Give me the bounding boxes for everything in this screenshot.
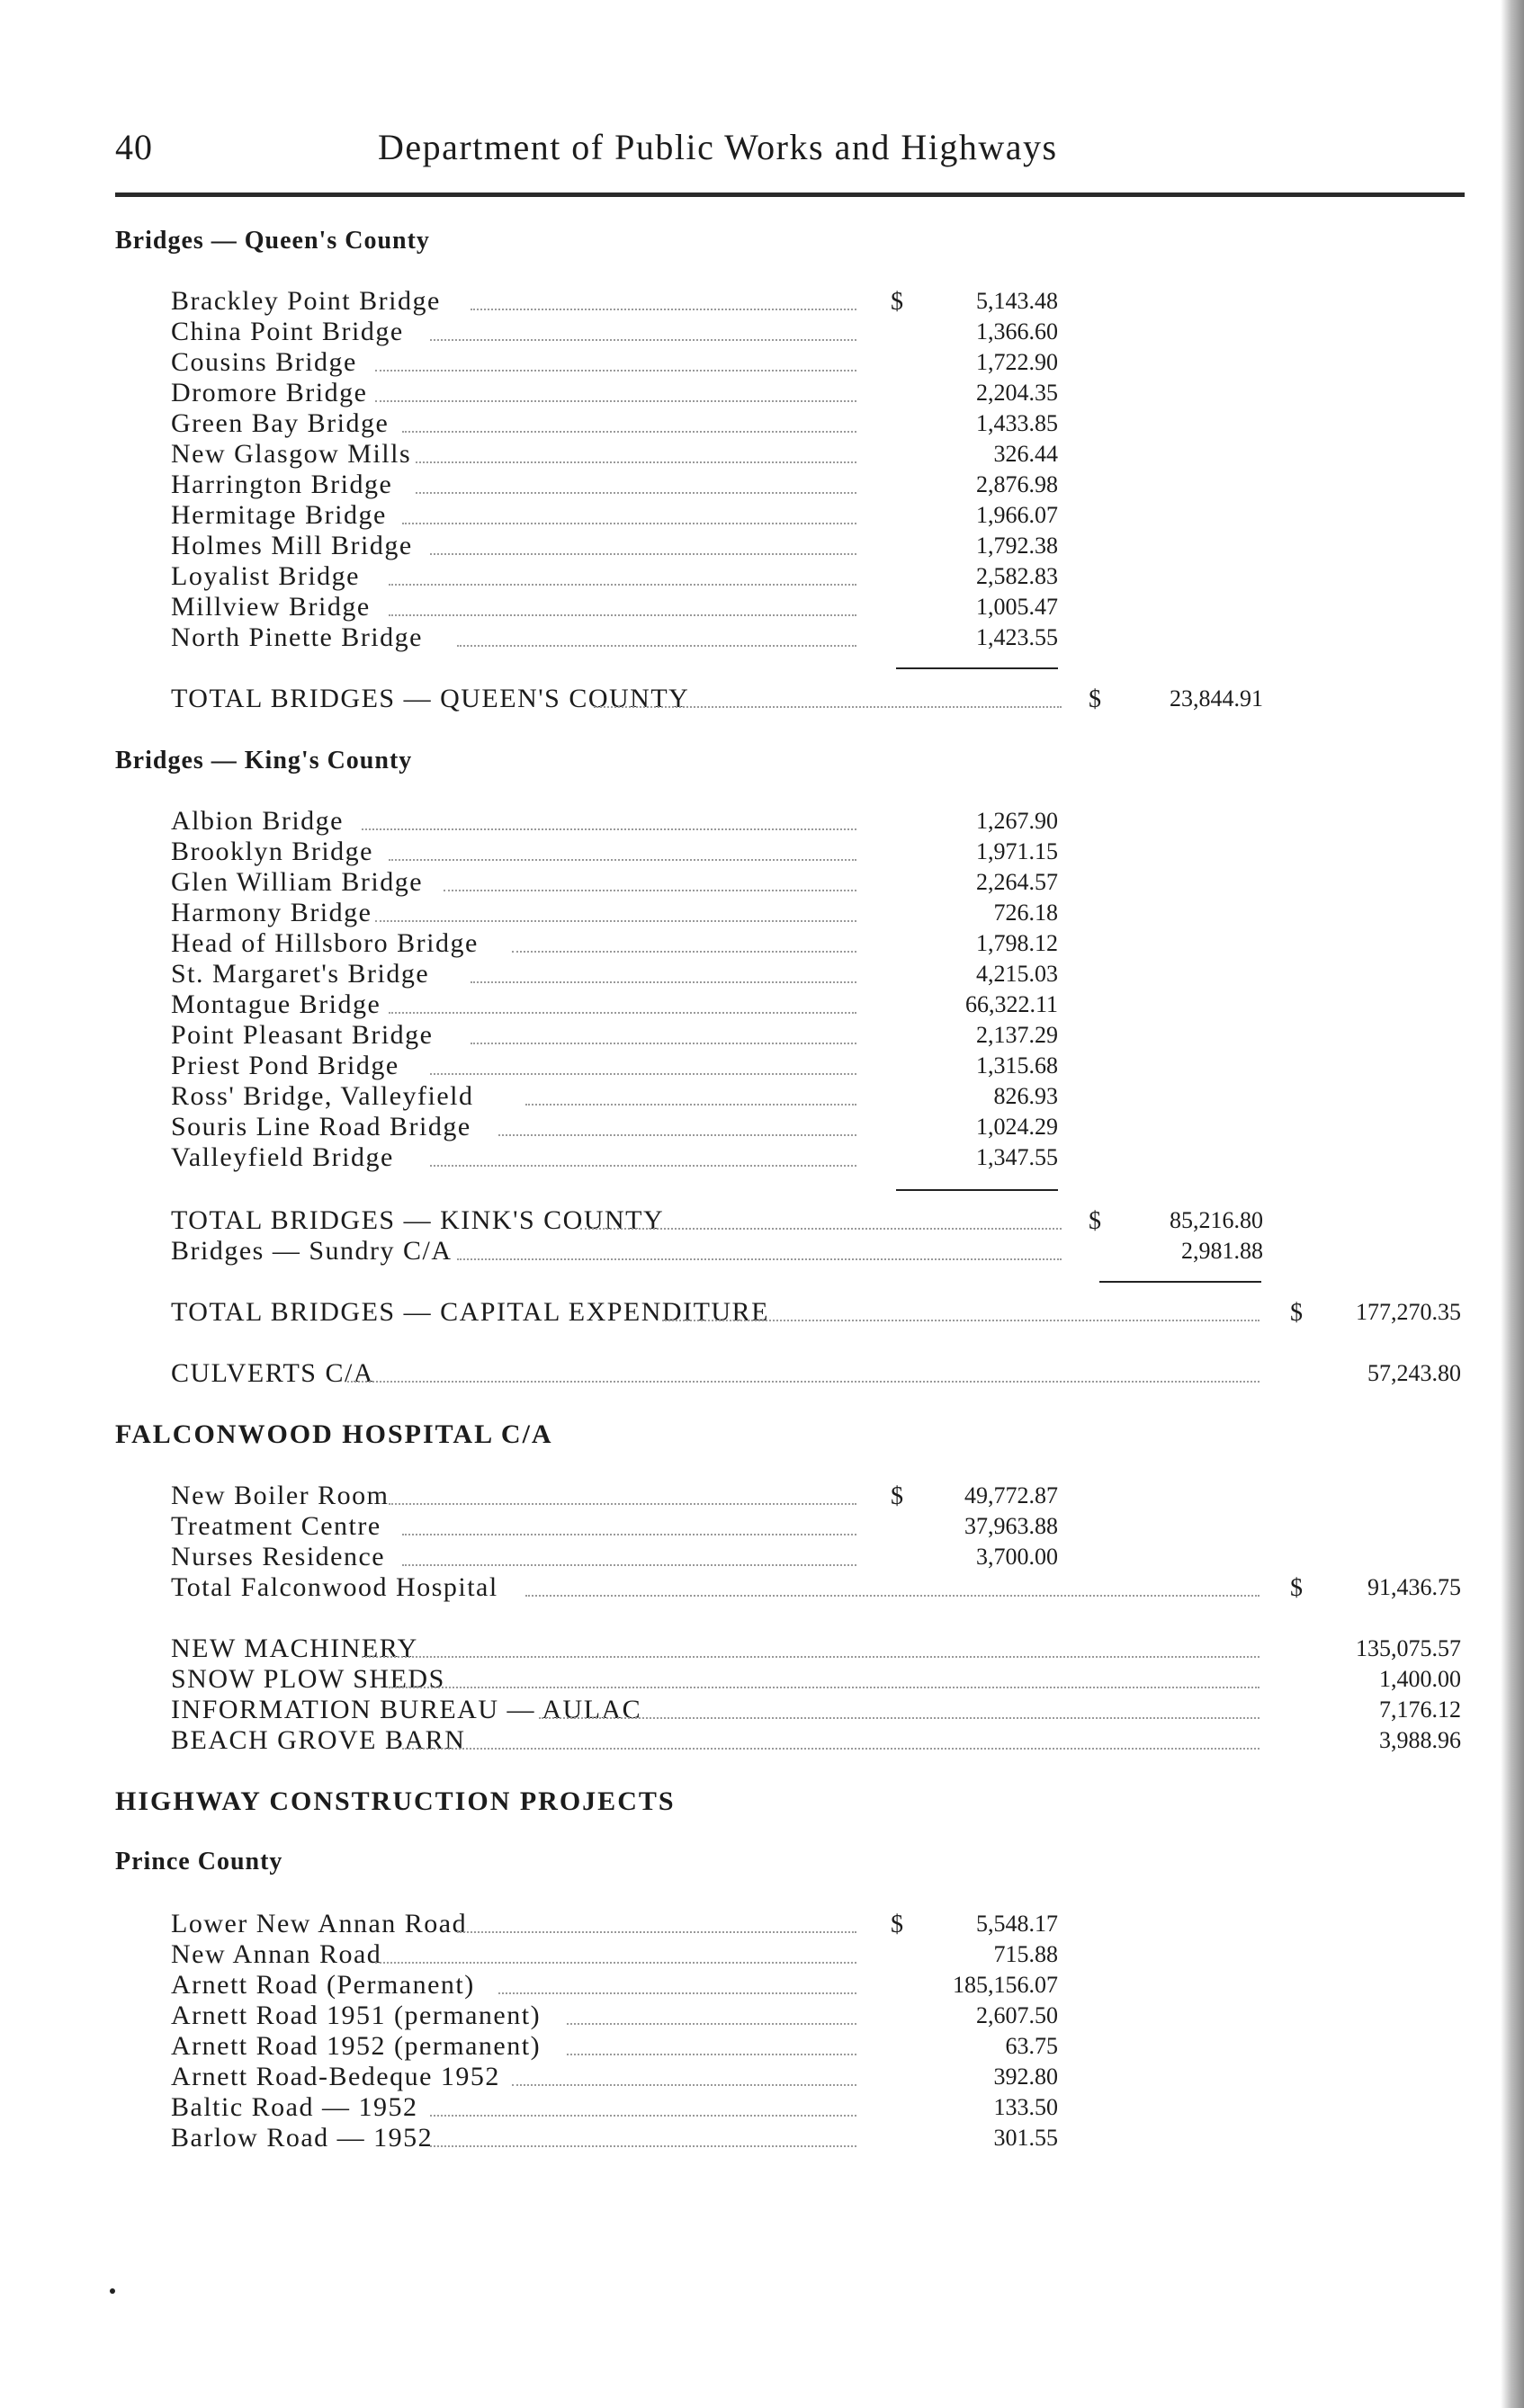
entry-amount: 726.18 <box>993 900 1058 926</box>
entry-label: Harmony Bridge <box>171 898 372 927</box>
bridge-row <box>0 592 1524 622</box>
entry-label: Brooklyn Bridge <box>171 837 373 866</box>
currency-symbol: $ <box>1089 685 1101 713</box>
entry-label: Lower New Annan Road <box>171 1909 468 1938</box>
page-number: 40 <box>115 127 153 167</box>
dot-leader <box>471 1043 856 1044</box>
entry-label: Harrington Bridge <box>171 470 393 499</box>
entry-label: Glen William Bridge <box>171 867 424 897</box>
county-total-row <box>0 1205 1524 1236</box>
entry-amount: 2,137.29 <box>976 1022 1058 1048</box>
entry-amount: 5,143.48 <box>976 288 1058 314</box>
entry-amount: 2,582.83 <box>976 563 1058 589</box>
running-title: Department of Public Works and Highways <box>378 127 1058 167</box>
subheading-prince-county: Prince County <box>115 1848 283 1875</box>
dot-leader <box>402 431 856 433</box>
capital-total <box>0 1297 1524 1328</box>
dot-leader <box>347 1381 1260 1383</box>
bridge-row <box>0 1142 1524 1173</box>
subtotal-rule-kings <box>896 1189 1058 1191</box>
entry-label: Montague Bridge <box>171 989 381 1019</box>
dot-leader <box>539 1717 1260 1719</box>
bridge-row <box>0 378 1524 408</box>
dot-leader <box>444 890 856 891</box>
entry-amount: 1,347.55 <box>976 1144 1058 1170</box>
section-heading-falconwood: FALCONWOOD HOSPITAL C/A <box>115 1419 553 1449</box>
dot-leader <box>512 951 856 953</box>
entry-label: Nurses Residence <box>171 1542 386 1571</box>
entry-label: Treatment Centre <box>171 1511 381 1541</box>
entry-label: Brackley Point Bridge <box>171 286 441 316</box>
entry-amount: 715.88 <box>993 1941 1058 1967</box>
entry-amount: 1,400.00 <box>1379 1666 1461 1692</box>
entry-amount: 2,264.57 <box>976 869 1058 895</box>
expenditure-row <box>0 1664 1524 1695</box>
currency-symbol: $ <box>1290 1574 1303 1602</box>
currency-symbol: $ <box>1290 1299 1303 1327</box>
road-row <box>0 2031 1524 2062</box>
dot-leader <box>389 1687 1260 1688</box>
entry-label: Bridges — Sundry C/A <box>171 1236 453 1266</box>
bridge-row <box>0 439 1524 470</box>
entry-amount: 23,844.91 <box>1170 685 1263 712</box>
entry-label: Arnett Road-Bedeque 1952 <box>171 2062 500 2091</box>
road-row <box>0 2062 1524 2092</box>
dot-leader <box>416 461 856 463</box>
dot-leader <box>471 309 856 310</box>
hospital-total-row <box>0 1572 1524 1603</box>
dot-leader <box>430 2115 856 2117</box>
entry-amount: 63.75 <box>1005 2033 1058 2059</box>
entry-amount: 49,772.87 <box>964 1482 1058 1508</box>
currency-symbol: $ <box>1089 1207 1101 1235</box>
entry-amount: 326.44 <box>993 441 1058 467</box>
dot-leader <box>471 981 856 983</box>
bridge-row <box>0 1112 1524 1142</box>
entry-amount: 1,267.90 <box>976 808 1058 834</box>
falconwood-list <box>0 1481 1524 1603</box>
entry-amount: 177,270.35 <box>1356 1299 1461 1325</box>
entry-amount: 3,988.96 <box>1379 1727 1461 1753</box>
entry-amount: 1,966.07 <box>976 502 1058 528</box>
hospital-row <box>0 1511 1524 1542</box>
entry-label: Souris Line Road Bridge <box>171 1112 471 1141</box>
kings-total <box>0 1205 1524 1267</box>
entry-label: NEW MACHINERY <box>171 1634 418 1663</box>
kings-bridge-list <box>0 806 1524 1173</box>
entry-amount: 2,607.50 <box>976 2002 1058 2028</box>
entry-label: TOTAL BRIDGES — CAPITAL EXPENDITURE <box>171 1297 769 1327</box>
dot-leader <box>375 370 856 371</box>
entry-amount: 1,366.60 <box>976 318 1058 345</box>
bridge-row <box>0 317 1524 347</box>
bridge-row <box>0 408 1524 439</box>
dot-leader <box>457 1931 856 1933</box>
queens-total <box>0 684 1524 714</box>
bridge-row <box>0 1051 1524 1081</box>
dot-leader <box>567 2023 856 2025</box>
entry-amount: 57,243.80 <box>1367 1360 1461 1386</box>
entry-label: Ross' Bridge, Valleyfield <box>171 1081 474 1111</box>
entry-label: China Point Bridge <box>171 317 404 346</box>
bridge-row <box>0 347 1524 378</box>
expenditure-row <box>0 1695 1524 1725</box>
dot-leader <box>402 1748 1260 1750</box>
entry-amount: 4,215.03 <box>976 961 1058 987</box>
currency-symbol: $ <box>891 288 903 316</box>
entry-label: New Glasgow Mills <box>171 439 412 469</box>
dot-leader <box>430 1165 856 1167</box>
expenditure-row <box>0 1725 1524 1756</box>
subtotal-rule-queens <box>896 667 1058 669</box>
dot-leader <box>662 1320 1260 1321</box>
entry-label: TOTAL BRIDGES — QUEEN'S COUNTY <box>171 684 690 713</box>
dot-leader <box>389 1503 856 1505</box>
stray-mark <box>110 2288 115 2294</box>
entry-label: Arnett Road 1952 (permanent) <box>171 2031 542 2061</box>
entry-label: Valleyfield Bridge <box>171 1142 394 1172</box>
entry-label: Baltic Road — 1952 <box>171 2092 418 2122</box>
dot-leader <box>580 1228 1062 1230</box>
entry-label: INFORMATION BUREAU — AULAC <box>171 1695 642 1724</box>
dot-leader <box>402 1564 856 1566</box>
section-heading-highway: HIGHWAY CONSTRUCTION PROJECTS <box>115 1786 676 1816</box>
bridge-row <box>0 806 1524 837</box>
dot-leader <box>430 1073 856 1075</box>
section-heading-queens: Bridges — Queen's County <box>115 227 430 255</box>
dot-leader <box>375 1962 856 1964</box>
dot-leader <box>389 614 856 616</box>
entry-label: Priest Pond Bridge <box>171 1051 399 1080</box>
dot-leader <box>512 2084 856 2086</box>
queens-bridge-list <box>0 286 1524 653</box>
entry-label: Dromore Bridge <box>171 378 368 407</box>
entry-label: CULVERTS C/A <box>171 1358 374 1388</box>
entry-label: Holmes Mill Bridge <box>171 531 413 560</box>
entry-label: Millview Bridge <box>171 592 371 622</box>
entry-amount: 185,156.07 <box>953 1972 1058 1998</box>
entry-amount: 301.55 <box>993 2125 1058 2151</box>
entry-amount: 1,005.47 <box>976 594 1058 620</box>
dot-leader <box>416 492 856 494</box>
road-row <box>0 1939 1524 1970</box>
entry-amount: 1,433.85 <box>976 410 1058 436</box>
bridge-row <box>0 867 1524 898</box>
bridge-row <box>0 959 1524 989</box>
entry-label: SNOW PLOW SHEDS <box>171 1664 445 1694</box>
entry-label: Total Falconwood Hospital <box>171 1572 498 1602</box>
capital-total-row <box>0 1297 1524 1328</box>
culverts-row <box>0 1358 1524 1389</box>
currency-symbol: $ <box>891 1911 903 1938</box>
subtotal-rule-capital <box>1099 1281 1261 1283</box>
entry-amount: 2,981.88 <box>1181 1238 1263 1264</box>
dot-leader <box>389 1012 856 1014</box>
entry-label: BEACH GROVE BARN <box>171 1725 466 1755</box>
entry-amount: 133.50 <box>993 2094 1058 2120</box>
header-rule <box>115 192 1465 197</box>
entry-amount: 135,075.57 <box>1356 1635 1461 1661</box>
misc-list <box>0 1634 1524 1756</box>
entry-amount: 2,204.35 <box>976 380 1058 406</box>
dot-leader <box>457 645 856 647</box>
culverts <box>0 1358 1524 1389</box>
dot-leader <box>525 1595 1260 1597</box>
dot-leader <box>430 339 856 341</box>
entry-amount: 1,024.29 <box>976 1114 1058 1140</box>
bridge-row <box>0 531 1524 561</box>
entry-label: New Annan Road <box>171 1939 382 1969</box>
entry-amount: 826.93 <box>993 1083 1058 1109</box>
entry-amount: 66,322.11 <box>964 991 1058 1017</box>
dot-leader <box>594 706 1062 708</box>
bridge-row <box>0 1020 1524 1051</box>
bridge-row <box>0 898 1524 928</box>
entry-label: North Pinette Bridge <box>171 622 423 652</box>
highway-list <box>0 1909 1524 2153</box>
entry-amount: 5,548.17 <box>976 1911 1058 1937</box>
dot-leader <box>567 2054 856 2055</box>
entry-amount: 1,798.12 <box>976 930 1058 956</box>
sundry-row <box>0 1236 1524 1267</box>
dot-leader <box>498 1134 856 1136</box>
bridge-row <box>0 286 1524 317</box>
currency-symbol: $ <box>891 1482 903 1510</box>
bridge-row <box>0 837 1524 867</box>
entry-label: Cousins Bridge <box>171 347 357 377</box>
road-row <box>0 2123 1524 2153</box>
dot-leader <box>362 828 856 830</box>
road-row <box>0 1970 1524 2001</box>
bridge-row <box>0 470 1524 500</box>
entry-amount: 1,971.15 <box>976 838 1058 864</box>
entry-label: Loyalist Bridge <box>171 561 360 591</box>
entry-amount: 1,315.68 <box>976 1052 1058 1079</box>
dot-leader <box>362 1656 1260 1658</box>
entry-amount: 85,216.80 <box>1170 1207 1263 1233</box>
bridge-row <box>0 1081 1524 1112</box>
dot-leader <box>375 400 856 402</box>
county-total-row <box>0 684 1524 714</box>
hospital-row <box>0 1542 1524 1572</box>
entry-label: Point Pleasant Bridge <box>171 1020 434 1050</box>
road-row <box>0 1909 1524 1939</box>
entry-amount: 2,876.98 <box>976 471 1058 497</box>
entry-label: New Boiler Room <box>171 1481 390 1510</box>
bridge-row <box>0 989 1524 1020</box>
dot-leader <box>430 2145 856 2147</box>
entry-amount: 7,176.12 <box>1379 1696 1461 1723</box>
dot-leader <box>389 584 856 586</box>
entry-amount: 1,423.55 <box>976 624 1058 650</box>
bridge-row <box>0 561 1524 592</box>
entry-amount: 392.80 <box>993 2063 1058 2090</box>
entry-amount: 37,963.88 <box>964 1513 1058 1539</box>
entry-label: Head of Hillsboro Bridge <box>171 928 479 958</box>
hospital-row <box>0 1481 1524 1511</box>
expenditure-row <box>0 1634 1524 1664</box>
entry-label: Green Bay Bridge <box>171 408 390 438</box>
dot-leader <box>402 1534 856 1535</box>
dot-leader <box>457 1258 1062 1260</box>
road-row <box>0 2001 1524 2031</box>
dot-leader <box>389 859 856 861</box>
entry-amount: 1,722.90 <box>976 349 1058 375</box>
section-heading-kings: Bridges — King's County <box>115 747 413 774</box>
entry-label: St. Margaret's Bridge <box>171 959 430 989</box>
bridge-row <box>0 622 1524 653</box>
dot-leader <box>498 1992 856 1994</box>
entry-amount: 3,700.00 <box>976 1544 1058 1570</box>
entry-label: Hermitage Bridge <box>171 500 387 530</box>
entry-label: Arnett Road (Permanent) <box>171 1970 475 2000</box>
entry-label: Arnett Road 1951 (permanent) <box>171 2001 542 2030</box>
entry-amount: 1,792.38 <box>976 533 1058 559</box>
dot-leader <box>402 523 856 524</box>
page-header <box>0 126 1524 180</box>
bridge-row <box>0 500 1524 531</box>
entry-amount: 91,436.75 <box>1367 1574 1461 1600</box>
entry-label: TOTAL BRIDGES — KINK'S COUNTY <box>171 1205 665 1235</box>
dot-leader <box>375 920 856 922</box>
bridge-row <box>0 928 1524 959</box>
road-row <box>0 2092 1524 2123</box>
dot-leader <box>430 553 856 555</box>
dot-leader <box>525 1104 856 1106</box>
entry-label: Albion Bridge <box>171 806 344 836</box>
entry-label: Barlow Road — 1952 <box>171 2123 434 2153</box>
